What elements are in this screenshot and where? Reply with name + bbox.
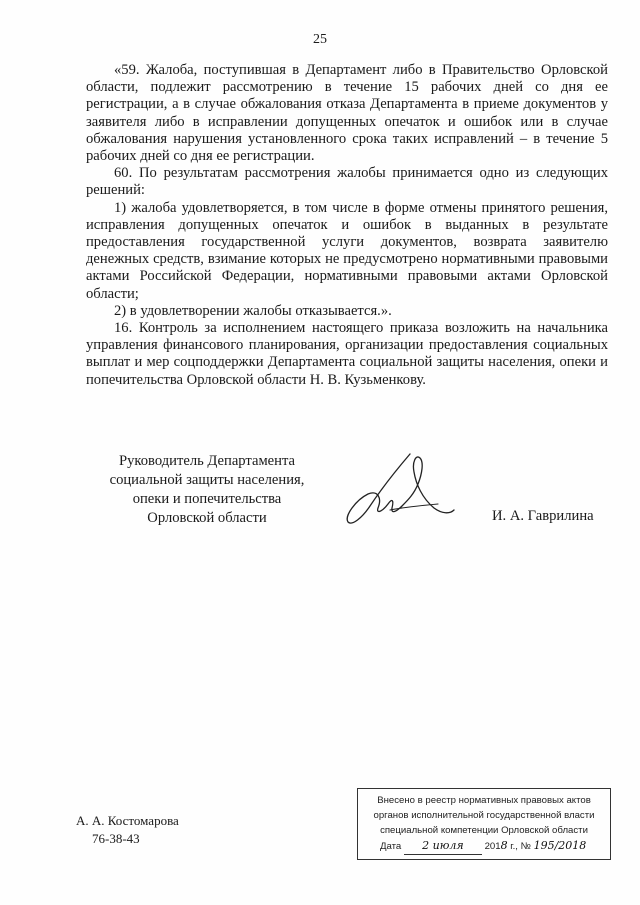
paragraph-60-item-2: 2) в удовлетворении жалобы отказывается.». xyxy=(114,302,392,319)
stamp-date-label: Дата xyxy=(380,841,402,852)
signatory-title-line: Орловской области xyxy=(147,510,267,526)
stamp-year-unit: г., № xyxy=(510,841,531,852)
page-number: 25 xyxy=(313,32,327,47)
registry-stamp xyxy=(357,788,611,860)
executor-block xyxy=(76,812,216,848)
paragraph-16: 16. Контроль за исполнением настоящего приказа возложить на начальника управления финансового планирования, организации предоставления социальных выплат и мер соцподдержки Департамента социальной защиты населения, опеки и попечительства Орловской области Н. В. Кузьменкову. xyxy=(86,320,608,388)
executor-phone: 76-38-43 xyxy=(92,831,140,846)
handwritten-signature xyxy=(338,448,458,538)
stamp-line: специальной компетенции Орловской области xyxy=(380,825,588,836)
signatory-title-line: социальной защиты населения, xyxy=(109,472,305,488)
stamp-line: органов исполнительной государственной власти xyxy=(373,810,595,821)
paragraph-60: 60. По результатам рассмотрения жалобы принимается одно из следующих решений: xyxy=(86,165,608,199)
paragraph-60-item-1: 1) жалоба удовлетворяется, в том числе в форме отмены принятого решения, исправления допущенных опечаток и ошибок в выданных в результате предоставления государственной услуги документов, возврата заявителю денежных средств, взимание которых не предусмотрено нормативными правовыми актами Российской Федерации, нормативными правовыми актами Орловской области; xyxy=(86,199,608,302)
stamp-date-value: 2 июля xyxy=(422,839,464,852)
paragraph-59: «59. Жалоба, поступившая в Департамент либо в Правительство Орловской области, подлежит рассмотрению в течение 15 рабочих дней со дня ее регистрации, а в случае обжалования отказа Департамента в приеме документов у заявителя либо в исправлении допущенных опечаток и ошибок или в случае обжалования нарушения установленного срока таких исправлений – в течение 5 рабочих дней со дня ее регистрации. xyxy=(86,62,608,165)
signatory-name: И. А. Гаврилина xyxy=(492,508,594,524)
stamp-year-prefix: 201 xyxy=(484,841,501,852)
document-body xyxy=(86,62,608,389)
signatory-title xyxy=(92,452,322,528)
stamp-registration-line xyxy=(358,838,610,855)
signatory-title-line: Руководитель Департамента xyxy=(119,453,295,469)
stamp-line: Внесено в реестр нормативных правовых актов xyxy=(377,795,591,806)
stamp-year-suffix: 8 xyxy=(500,839,508,852)
stamp-date-blank xyxy=(404,838,482,855)
stamp-number-value: 195/2018 xyxy=(533,839,587,852)
executor-name: А. А. Костомарова xyxy=(76,813,179,828)
signatory-title-line: опеки и попечительства xyxy=(132,491,282,507)
